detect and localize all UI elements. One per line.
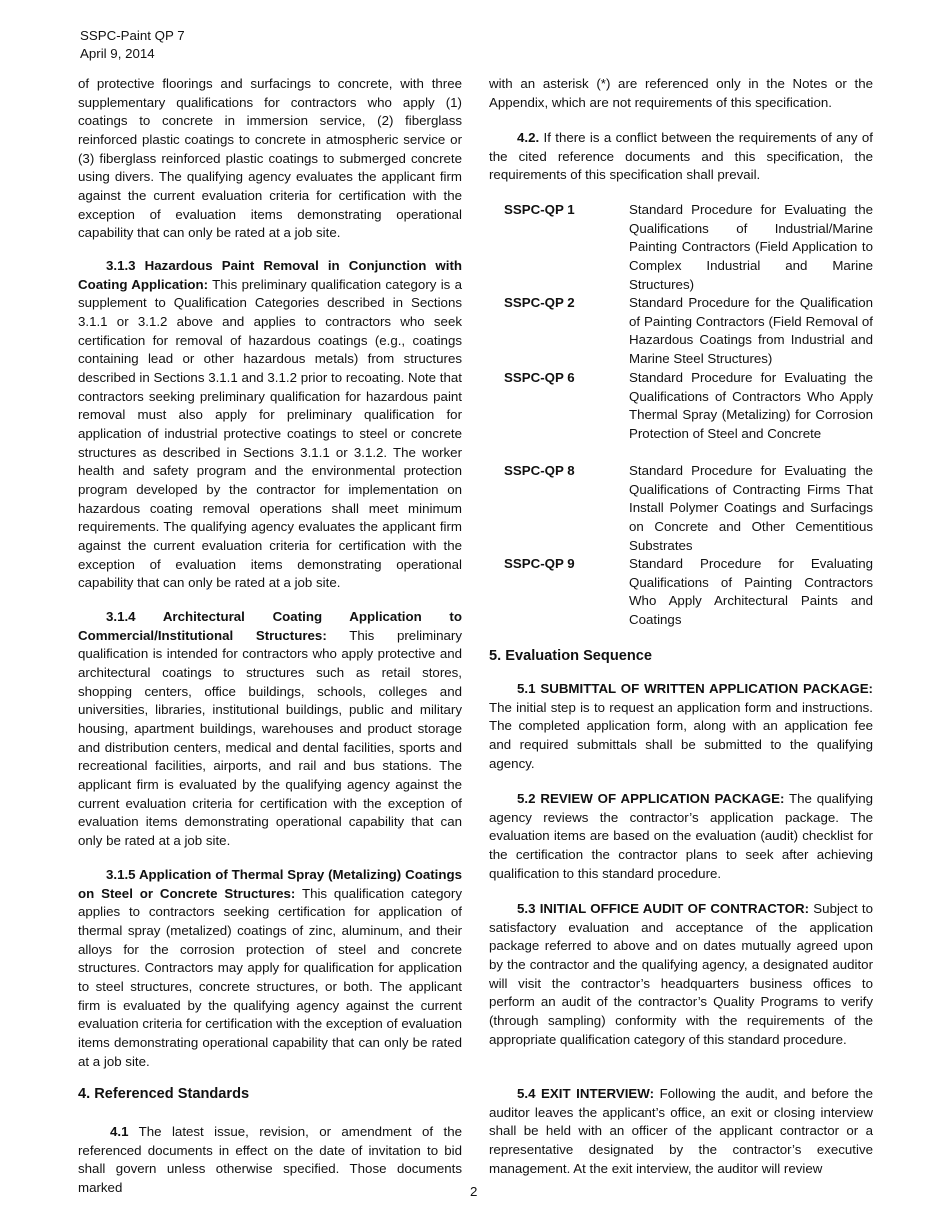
section-3-1-5 xyxy=(78,866,462,1071)
reference-description: Standard Procedure for Evaluating Qualifications of Painting Contractors Who Apply Architectural Paints and Coatings xyxy=(629,556,873,627)
reference-row xyxy=(489,462,873,555)
section-title: 3.1.3 Hazardous Paint Removal in Conjunction with Coating Application: xyxy=(78,258,462,292)
section-3-1-4 xyxy=(78,608,462,851)
section-5-2 xyxy=(489,790,873,883)
page-number: 2 xyxy=(470,1184,478,1199)
reference-code: SSPC-QP 9 xyxy=(504,556,575,571)
section-3-1-3 xyxy=(78,257,462,593)
section-title: 5.1 SUBMITTAL OF WRITTEN APPLICATION PACKAGE: xyxy=(517,681,873,696)
section-4-2 xyxy=(489,129,873,185)
section-body: The initial step is to request an application form and instructions. The completed application form, along with an application fee and required submittals shall be submitted to the qualifying agency. xyxy=(489,699,873,771)
reference-row xyxy=(489,294,873,369)
reference-code: SSPC-QP 2 xyxy=(504,295,575,310)
paragraph-continuation: with an asterisk (*) are referenced only in the Notes or the Appendix, which are not requirements of this specification. xyxy=(489,76,873,110)
reference-code: SSPC-QP 8 xyxy=(504,463,575,478)
section-5-1 xyxy=(489,680,873,773)
reference-row xyxy=(489,201,873,294)
reference-row xyxy=(489,369,873,444)
reference-description: Standard Procedure for the Qualification of Painting Contractors (Field Removal of Hazardous Coatings from Industrial and Marine Steel Structures) xyxy=(629,295,873,366)
reference-row xyxy=(489,555,873,630)
section-title: 3.1.5 Application of Thermal Spray (Metalizing) Coatings on Steel or Concrete Structures: xyxy=(78,867,462,901)
reference-description: Standard Procedure for Evaluating the Qualifications of Industrial/Marine Painting Contractors (Field Application to Complex Industrial and Marine Structures) xyxy=(629,202,873,292)
section-title: 5.2 REVIEW OF APPLICATION PACKAGE: xyxy=(517,791,785,806)
section-body: Subject to satisfactory evaluation and acceptance of the application package referred to above and on dates mutually agreed upon by the contractor and the qualifying agency, a designated auditor will visit the contractor’s headquarters business offices to perform an audit of the contractor’s Quality Programs to verify (through sampling) conformity with the requirements of the appropriate qualification category of this standard procedure. xyxy=(489,901,873,1047)
doc-date: April 9, 2014 xyxy=(80,46,155,61)
section-5-4 xyxy=(489,1085,873,1178)
section-body: If there is a conflict between the requirements of any of the cited reference documents and this specification, the requirements of this specification shall prevail. xyxy=(489,130,873,183)
section-body: Following the audit, and before the auditor leaves the applicant’s office, an exit or closing interview shall be held with an officer of the applicant contractor or a representative designated by the contractor’s executive management. At the exit interview, the auditor will review xyxy=(489,1086,874,1176)
section-heading-4: 4. Referenced Standards xyxy=(78,1086,250,1102)
reference-description: Standard Procedure for Evaluating the Qualifications of Contracting Firms That Install Polymer Coatings and Surfacings on Concrete and Other Cementitious Substrates xyxy=(629,463,873,553)
section-number: 4.2. xyxy=(517,130,540,145)
reference-code: SSPC-QP 1 xyxy=(504,202,575,217)
section-body: This preliminary qualification is intended for contractors who apply protective and architectural coatings to structures such as retail stores, shopping centers, office buildings, schools, colleges and universities, libraries, institutional buildings, public and military housing, apartment buildings, warehouses and product storage and distribution centers, medical and dental facilities, sports and recreational facilities, airports, and rail and bus stations. The applicant firm is evaluated by the qualifying agency against the current evaluation criteria for certification with the exception of evaluation items demonstrating operational capability that can only be rated at a job site. xyxy=(78,627,463,848)
section-body: This qualification category applies to contractors seeking certification for application of thermal spray (metalized) coatings of zinc, aluminum, and their alloys for the corrosion protection of steel and concrete structures. Contractors may apply for qualification for application to steel structures, concrete structures, or both. The applicant firm is evaluated by the qualifying agency against the current evaluation criteria for certification with the exception of evaluation items demonstrating operational capability that can only be rated at a job site. xyxy=(78,885,463,1069)
section-heading-5: 5. Evaluation Sequence xyxy=(489,648,653,664)
doc-id: SSPC-Paint QP 7 xyxy=(80,28,185,43)
section-5-3 xyxy=(489,900,873,1049)
section-body: The qualifying agency reviews the contractor’s application package. The evaluation items are based on the evaluation (audit) checklist for the certification the contractor plans to seek after achieving qualification to this standard procedure. xyxy=(489,791,873,881)
section-number: 4.1 xyxy=(110,1124,129,1139)
section-title: 5.3 INITIAL OFFICE AUDIT OF CONTRACTOR: xyxy=(517,901,810,916)
paragraph-continuation: of protective floorings and surfacings to concrete, with three supplementary qualifications for contractors who apply (1) coatings to concrete in immersion service, (2) fiberglass reinforced plastic coatings to concrete in atmospheric service or (3) fiberglass reinforced plastic coatings to submerged concrete using divers. The qualifying agency evaluates the applicant firm against the current evaluation criteria for certification with the exception of evaluation items demonstrating operational capability that can only be rated at a job site. xyxy=(78,76,462,241)
section-title: 5.4 EXIT INTERVIEW: xyxy=(517,1086,655,1101)
reference-code: SSPC-QP 6 xyxy=(504,370,575,385)
section-title: 3.1.4 Architectural Coating Application to Commercial/Institutional Structures: xyxy=(78,609,462,643)
section-body: This preliminary qualification category is a supplement to Qualification Categories described in Sections 3.1.1 or 3.1.2 above and applies to contractors who seek certification for removal of hazardous coatings (e.g., coatings containing lead or other hazardous metals) from structures described in Sections 3.1.1 and 3.1.2 prior to recoating. Note that contractors seeking preliminary qualification for hazardous paint removal must also apply for preliminary qualification for application of industrial protective coatings to steel or concrete structures as described in Sections 3.1.1 or 3.1.2. The worker health and safety program and the environmental protection program developed by the contractor for implementation on hazardous coating removal operations shall meet minimum requirements. The qualifying agency evaluates the applicant firm against the current evaluation criteria for certification with the exception of evaluation items demonstrating operational capability that can only be rated at a job site. xyxy=(78,276,462,591)
section-body: The latest issue, revision, or amendment of the referenced documents in effect on the date of invitation to bid shall govern unless otherwise specified. Those documents marked xyxy=(78,1124,462,1195)
reference-description: Standard Procedure for Evaluating the Qualifications of Contractors Who Apply Thermal Spray (Metalizing) for Corrosion Protection of Steel and Concrete xyxy=(629,370,873,441)
section-4-1 xyxy=(78,1123,462,1198)
